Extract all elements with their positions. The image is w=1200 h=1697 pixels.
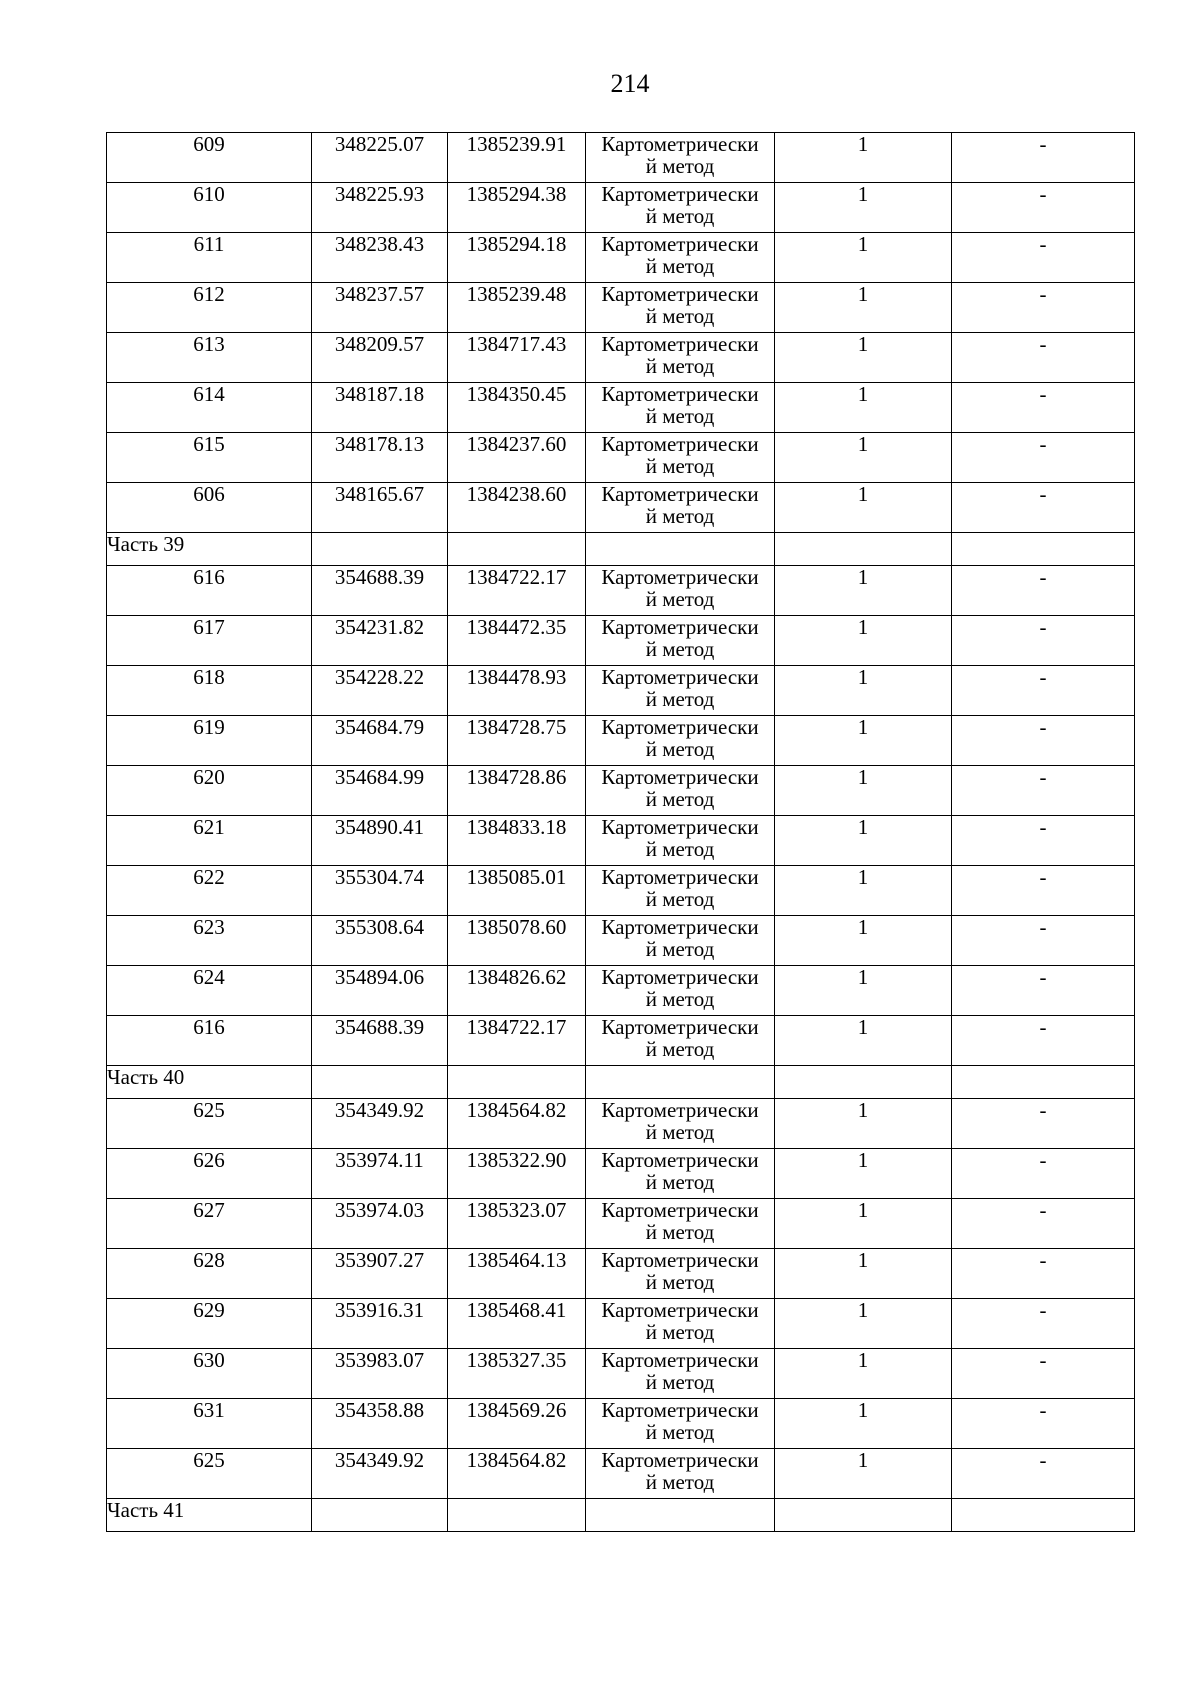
point-number-cell: 626: [107, 1149, 312, 1199]
method-text-line1: Картометрически: [601, 815, 759, 839]
y-coordinate-cell: 1385078.60: [448, 916, 586, 966]
table-row: [107, 1399, 1135, 1449]
y-coordinate-cell: 1384826.62: [448, 966, 586, 1016]
table-row: [107, 566, 1135, 616]
point-number-cell: 618: [107, 666, 312, 716]
x-coordinate-cell: 355308.64: [312, 916, 448, 966]
point-number-cell: 616: [107, 566, 312, 616]
empty-cell: [775, 533, 952, 566]
table-row: [107, 866, 1135, 916]
y-coordinate-cell: 1384728.75: [448, 716, 586, 766]
method-cell: [586, 1299, 775, 1349]
accuracy-cell: 1: [775, 283, 952, 333]
table-row: [107, 616, 1135, 666]
x-coordinate-cell: 354688.39: [312, 566, 448, 616]
point-number-cell: 625: [107, 1099, 312, 1149]
x-coordinate-cell: 348178.13: [312, 433, 448, 483]
method-cell: [586, 616, 775, 666]
table-row: [107, 483, 1135, 533]
method-text-line1: Картометрически: [601, 1248, 759, 1272]
y-coordinate-cell: 1384728.86: [448, 766, 586, 816]
method-text-line1: Картометрически: [601, 715, 759, 739]
method-text-line1: Картометрически: [601, 132, 759, 156]
x-coordinate-cell: 353974.11: [312, 1149, 448, 1199]
method-text-line2: й метод: [645, 587, 715, 611]
accuracy-cell: 1: [775, 616, 952, 666]
point-number-cell: 610: [107, 183, 312, 233]
method-text-line1: Картометрически: [601, 482, 759, 506]
accuracy-cell: 1: [775, 916, 952, 966]
method-text-line2: й метод: [645, 787, 715, 811]
empty-cell: [312, 533, 448, 566]
method-cell: [586, 816, 775, 866]
y-coordinate-cell: 1385468.41: [448, 1299, 586, 1349]
method-text-line1: Картометрически: [601, 1298, 759, 1322]
y-coordinate-cell: 1384833.18: [448, 816, 586, 866]
accuracy-cell: 1: [775, 866, 952, 916]
accuracy-cell: 1: [775, 716, 952, 766]
point-number-cell: 617: [107, 616, 312, 666]
y-coordinate-cell: 1384472.35: [448, 616, 586, 666]
part-label: Часть 41: [107, 1499, 312, 1532]
y-coordinate-cell: 1385464.13: [448, 1249, 586, 1299]
method-text-line1: Картометрически: [601, 282, 759, 306]
table-row: [107, 916, 1135, 966]
description-cell: -: [952, 1199, 1135, 1249]
y-coordinate-cell: 1384350.45: [448, 383, 586, 433]
method-cell: [586, 666, 775, 716]
empty-cell: [448, 1066, 586, 1099]
method-cell: [586, 383, 775, 433]
method-cell: [586, 483, 775, 533]
empty-cell: [775, 1499, 952, 1532]
method-text-line2: й метод: [645, 1037, 715, 1061]
accuracy-cell: 1: [775, 1449, 952, 1499]
method-cell: [586, 566, 775, 616]
accuracy-cell: 1: [775, 233, 952, 283]
coordinates-table-body: [107, 133, 1135, 1532]
point-number-cell: 624: [107, 966, 312, 1016]
x-coordinate-cell: 354684.99: [312, 766, 448, 816]
description-cell: -: [952, 966, 1135, 1016]
accuracy-cell: 1: [775, 1016, 952, 1066]
accuracy-cell: 1: [775, 333, 952, 383]
accuracy-cell: 1: [775, 816, 952, 866]
y-coordinate-cell: 1384478.93: [448, 666, 586, 716]
part-header-row: [107, 533, 1135, 566]
accuracy-cell: 1: [775, 1099, 952, 1149]
point-number-cell: 620: [107, 766, 312, 816]
accuracy-cell: 1: [775, 766, 952, 816]
x-coordinate-cell: 348225.07: [312, 133, 448, 183]
part-label: Часть 39: [107, 533, 312, 566]
part-label: Часть 40: [107, 1066, 312, 1099]
accuracy-cell: 1: [775, 1399, 952, 1449]
point-number-cell: 629: [107, 1299, 312, 1349]
table-row: [107, 666, 1135, 716]
x-coordinate-cell: 348237.57: [312, 283, 448, 333]
table-row: [107, 816, 1135, 866]
x-coordinate-cell: 348187.18: [312, 383, 448, 433]
point-number-cell: 614: [107, 383, 312, 433]
y-coordinate-cell: 1384722.17: [448, 566, 586, 616]
x-coordinate-cell: 354358.88: [312, 1399, 448, 1449]
method-text-line2: й метод: [645, 1220, 715, 1244]
method-text-line2: й метод: [645, 154, 715, 178]
point-number-cell: 613: [107, 333, 312, 383]
accuracy-cell: 1: [775, 133, 952, 183]
method-text-line1: Картометрически: [601, 615, 759, 639]
description-cell: -: [952, 133, 1135, 183]
accuracy-cell: 1: [775, 1249, 952, 1299]
y-coordinate-cell: 1384569.26: [448, 1399, 586, 1449]
method-cell: [586, 1399, 775, 1449]
x-coordinate-cell: 355304.74: [312, 866, 448, 916]
empty-cell: [775, 1066, 952, 1099]
y-coordinate-cell: 1385294.18: [448, 233, 586, 283]
table-row: [107, 1249, 1135, 1299]
empty-cell: [448, 533, 586, 566]
method-text-line2: й метод: [645, 404, 715, 428]
empty-cell: [586, 1499, 775, 1532]
method-text-line2: й метод: [645, 454, 715, 478]
description-cell: -: [952, 1349, 1135, 1399]
method-cell: [586, 133, 775, 183]
table-row: [107, 716, 1135, 766]
description-cell: -: [952, 616, 1135, 666]
method-text-line1: Картометрически: [601, 332, 759, 356]
point-number-cell: 628: [107, 1249, 312, 1299]
method-text-line2: й метод: [645, 737, 715, 761]
x-coordinate-cell: 353974.03: [312, 1199, 448, 1249]
method-cell: [586, 1449, 775, 1499]
method-text-line2: й метод: [645, 204, 715, 228]
method-text-line2: й метод: [645, 1420, 715, 1444]
point-number-cell: 616: [107, 1016, 312, 1066]
description-cell: -: [952, 433, 1135, 483]
table-row: [107, 133, 1135, 183]
method-text-line2: й метод: [645, 1320, 715, 1344]
method-text-line1: Картометрически: [601, 232, 759, 256]
description-cell: -: [952, 333, 1135, 383]
y-coordinate-cell: 1385239.91: [448, 133, 586, 183]
y-coordinate-cell: 1385322.90: [448, 1149, 586, 1199]
point-number-cell: 609: [107, 133, 312, 183]
method-text-line2: й метод: [645, 504, 715, 528]
description-cell: -: [952, 1016, 1135, 1066]
y-coordinate-cell: 1384722.17: [448, 1016, 586, 1066]
description-cell: -: [952, 566, 1135, 616]
x-coordinate-cell: 354228.22: [312, 666, 448, 716]
page-number: 214: [610, 69, 650, 98]
method-cell: [586, 966, 775, 1016]
accuracy-cell: 1: [775, 183, 952, 233]
accuracy-cell: 1: [775, 1299, 952, 1349]
method-text-line1: Картометрически: [601, 382, 759, 406]
x-coordinate-cell: 348238.43: [312, 233, 448, 283]
method-cell: [586, 1016, 775, 1066]
description-cell: -: [952, 866, 1135, 916]
description-cell: -: [952, 816, 1135, 866]
x-coordinate-cell: 354349.92: [312, 1449, 448, 1499]
table-row: [107, 1449, 1135, 1499]
method-text-line2: й метод: [645, 1470, 715, 1494]
point-number-cell: 622: [107, 866, 312, 916]
x-coordinate-cell: 354890.41: [312, 816, 448, 866]
accuracy-cell: 1: [775, 1149, 952, 1199]
description-cell: -: [952, 716, 1135, 766]
accuracy-cell: 1: [775, 666, 952, 716]
method-cell: [586, 716, 775, 766]
point-number-cell: 606: [107, 483, 312, 533]
method-cell: [586, 1249, 775, 1299]
method-text-line1: Картометрически: [601, 1398, 759, 1422]
method-text-line1: Картометрически: [601, 865, 759, 889]
accuracy-cell: 1: [775, 433, 952, 483]
point-number-cell: 631: [107, 1399, 312, 1449]
description-cell: -: [952, 283, 1135, 333]
accuracy-cell: 1: [775, 566, 952, 616]
method-text-line1: Картометрически: [601, 665, 759, 689]
table-row: [107, 1099, 1135, 1149]
method-cell: [586, 766, 775, 816]
point-number-cell: 623: [107, 916, 312, 966]
x-coordinate-cell: 353907.27: [312, 1249, 448, 1299]
table-row: [107, 1149, 1135, 1199]
table-row: [107, 183, 1135, 233]
method-text-line1: Картометрически: [601, 1148, 759, 1172]
y-coordinate-cell: 1385239.48: [448, 283, 586, 333]
x-coordinate-cell: 354688.39: [312, 1016, 448, 1066]
y-coordinate-cell: 1385323.07: [448, 1199, 586, 1249]
x-coordinate-cell: 353916.31: [312, 1299, 448, 1349]
point-number-cell: 619: [107, 716, 312, 766]
method-cell: [586, 333, 775, 383]
x-coordinate-cell: 354349.92: [312, 1099, 448, 1149]
method-cell: [586, 283, 775, 333]
y-coordinate-cell: 1385327.35: [448, 1349, 586, 1399]
x-coordinate-cell: 354684.79: [312, 716, 448, 766]
table-row: [107, 1016, 1135, 1066]
method-text-line2: й метод: [645, 354, 715, 378]
part-header-row: [107, 1066, 1135, 1099]
method-cell: [586, 233, 775, 283]
empty-cell: [448, 1499, 586, 1532]
method-cell: [586, 433, 775, 483]
point-number-cell: 627: [107, 1199, 312, 1249]
description-cell: -: [952, 1249, 1135, 1299]
table-row: [107, 333, 1135, 383]
part-header-row: [107, 1499, 1135, 1532]
table-row: [107, 766, 1135, 816]
table-row: [107, 233, 1135, 283]
x-coordinate-cell: 348165.67: [312, 483, 448, 533]
method-text-line1: Картометрически: [601, 1015, 759, 1039]
method-text-line1: Картометрически: [601, 765, 759, 789]
point-number-cell: 625: [107, 1449, 312, 1499]
table-row: [107, 1299, 1135, 1349]
description-cell: -: [952, 916, 1135, 966]
x-coordinate-cell: 348209.57: [312, 333, 448, 383]
method-cell: [586, 1149, 775, 1199]
method-text-line1: Картометрически: [601, 1198, 759, 1222]
table-row: [107, 383, 1135, 433]
x-coordinate-cell: 353983.07: [312, 1349, 448, 1399]
method-text-line2: й метод: [645, 1270, 715, 1294]
y-coordinate-cell: 1384564.82: [448, 1449, 586, 1499]
method-text-line2: й метод: [645, 987, 715, 1011]
table-row: [107, 433, 1135, 483]
method-text-line2: й метод: [645, 254, 715, 278]
description-cell: -: [952, 483, 1135, 533]
point-number-cell: 615: [107, 433, 312, 483]
y-coordinate-cell: 1384238.60: [448, 483, 586, 533]
accuracy-cell: 1: [775, 966, 952, 1016]
y-coordinate-cell: 1385085.01: [448, 866, 586, 916]
method-text-line2: й метод: [645, 304, 715, 328]
description-cell: -: [952, 383, 1135, 433]
method-cell: [586, 1199, 775, 1249]
method-text-line2: й метод: [645, 1370, 715, 1394]
accuracy-cell: 1: [775, 1199, 952, 1249]
method-text-line2: й метод: [645, 937, 715, 961]
method-text-line1: Картометрически: [601, 565, 759, 589]
x-coordinate-cell: 354894.06: [312, 966, 448, 1016]
accuracy-cell: 1: [775, 1349, 952, 1399]
point-number-cell: 611: [107, 233, 312, 283]
description-cell: -: [952, 1399, 1135, 1449]
empty-cell: [586, 1066, 775, 1099]
accuracy-cell: 1: [775, 383, 952, 433]
x-coordinate-cell: 354231.82: [312, 616, 448, 666]
method-text-line2: й метод: [645, 1170, 715, 1194]
method-cell: [586, 183, 775, 233]
empty-cell: [312, 1499, 448, 1532]
method-text-line1: Картометрически: [601, 182, 759, 206]
method-cell: [586, 1099, 775, 1149]
table-row: [107, 1199, 1135, 1249]
empty-cell: [952, 533, 1135, 566]
coordinates-table: [106, 132, 1135, 1532]
method-cell: [586, 916, 775, 966]
method-text-line1: Картометрически: [601, 965, 759, 989]
point-number-cell: 621: [107, 816, 312, 866]
y-coordinate-cell: 1384237.60: [448, 433, 586, 483]
point-number-cell: 630: [107, 1349, 312, 1399]
description-cell: -: [952, 1449, 1135, 1499]
table-row: [107, 966, 1135, 1016]
method-text-line1: Картометрически: [601, 432, 759, 456]
method-text-line2: й метод: [645, 887, 715, 911]
accuracy-cell: 1: [775, 483, 952, 533]
method-text-line2: й метод: [645, 637, 715, 661]
table-row: [107, 283, 1135, 333]
method-text-line2: й метод: [645, 837, 715, 861]
point-number-cell: 612: [107, 283, 312, 333]
x-coordinate-cell: 348225.93: [312, 183, 448, 233]
method-text-line2: й метод: [645, 1120, 715, 1144]
y-coordinate-cell: 1384564.82: [448, 1099, 586, 1149]
empty-cell: [586, 533, 775, 566]
method-cell: [586, 1349, 775, 1399]
description-cell: -: [952, 1149, 1135, 1199]
description-cell: -: [952, 666, 1135, 716]
method-text-line1: Картометрически: [601, 1098, 759, 1122]
empty-cell: [952, 1499, 1135, 1532]
empty-cell: [952, 1066, 1135, 1099]
method-text-line2: й метод: [645, 687, 715, 711]
method-text-line1: Картометрически: [601, 1348, 759, 1372]
empty-cell: [312, 1066, 448, 1099]
table-row: [107, 1349, 1135, 1399]
method-cell: [586, 866, 775, 916]
description-cell: -: [952, 183, 1135, 233]
method-text-line1: Картометрически: [601, 915, 759, 939]
method-text-line1: Картометрически: [601, 1448, 759, 1472]
y-coordinate-cell: 1385294.38: [448, 183, 586, 233]
description-cell: -: [952, 1299, 1135, 1349]
description-cell: -: [952, 233, 1135, 283]
description-cell: -: [952, 766, 1135, 816]
y-coordinate-cell: 1384717.43: [448, 333, 586, 383]
description-cell: -: [952, 1099, 1135, 1149]
